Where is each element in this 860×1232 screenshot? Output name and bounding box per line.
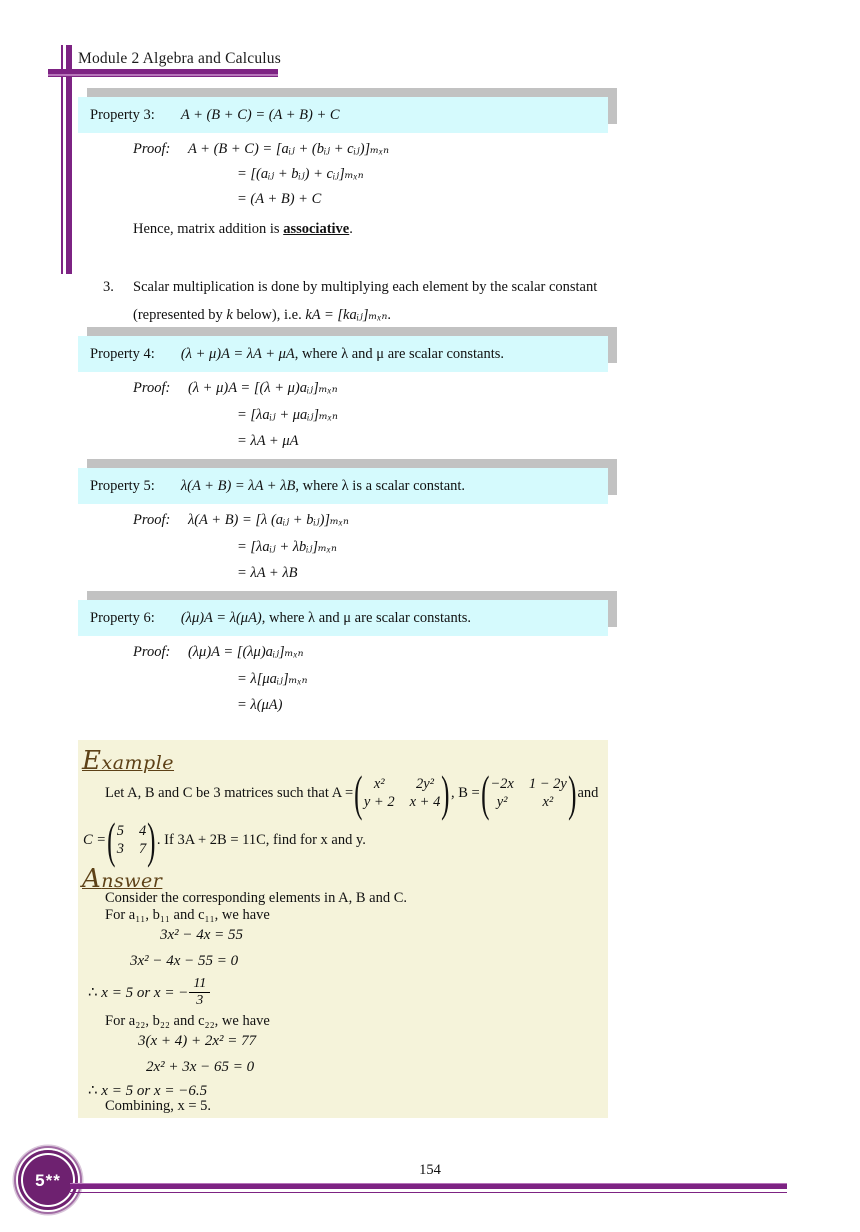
property5-proof-line3: = λA + λB [237, 565, 298, 581]
answer-line: Consider the corresponding elements in A, B and C. [105, 890, 408, 906]
property6-proof-line3: = λ(μA) [237, 697, 283, 713]
conclusion-text: Hence, matrix addition is [133, 221, 284, 237]
property4-statement-math: (λ + μ)A = λA + μA [180, 345, 295, 362]
equation: (λ + μ)A = [(λ + μ)aᵢⱼ]ₘₓₙ [187, 380, 338, 396]
left-paren: ( [354, 765, 363, 821]
matrix-B [482, 767, 576, 819]
property4-proof-line3: = λA + μA [237, 433, 299, 449]
property3-conclusion [133, 221, 353, 238]
example-line2-row [83, 814, 366, 866]
property3-proof-line2: = [(aᵢⱼ + bᵢⱼ) + cᵢⱼ]ₘₓₙ [237, 166, 364, 182]
equation: (λμ)A = [(λμ)aᵢⱼ]ₘₓₙ [187, 644, 304, 660]
footer-rule [70, 1183, 787, 1193]
answer-equation: 2x² + 3x − 65 = 0 [146, 1059, 255, 1075]
left-margin-rule-thick [66, 45, 72, 274]
var-k: k [226, 306, 233, 323]
property6-proof-line1 [0, 644, 304, 661]
property5-box [78, 468, 608, 504]
property6-box [78, 600, 608, 636]
proof-label: Proof: [133, 644, 171, 660]
answer-heading: Answer [82, 864, 163, 894]
property4-box [78, 336, 608, 372]
property6-proof-line2: = λ[μaᵢⱼ]ₘₓₙ [237, 671, 308, 687]
list-item-3 [103, 274, 608, 329]
answer-line: For a₂₂, b₂₂ and c₂₂, we have [105, 1013, 270, 1029]
property4-proof-line2: = [λaᵢⱼ + μaᵢⱼ]ₘₓₙ [237, 407, 338, 423]
property5-statement-rest: , where λ is a scalar constant. [295, 477, 466, 494]
property3-proof-line1 [0, 141, 389, 158]
property4-proof-line1 [0, 380, 338, 397]
left-paren: ( [107, 812, 116, 868]
intro-text: Let A, B and C be 3 matrices such that A = [105, 784, 354, 801]
item3-formula: kA = [kaᵢⱼ]ₘₓₙ [305, 306, 388, 323]
fraction [189, 976, 210, 1009]
example-box [78, 740, 608, 1118]
matrix-cell: 4 [139, 822, 147, 839]
conclusion-period: . [349, 221, 353, 237]
matrix-cell: 2y² [415, 775, 434, 792]
answer-line: Combining, x = 5. [105, 1098, 212, 1114]
fraction-denominator: 3 [196, 993, 204, 1009]
equation: A + (B + C) = [aᵢⱼ + (bᵢⱼ + cᵢⱼ)]ₘₓₙ [187, 141, 390, 157]
line2-text: . If 3A + 2B = 11C, find for x and y. [156, 831, 366, 848]
property3-label: Property 3: [90, 106, 155, 123]
matrix-C [108, 814, 155, 866]
answer-equation: 3x² − 4x = 55 [160, 927, 244, 943]
property4-label: Property 4: [90, 345, 155, 362]
page-title: Module 2 Algebra and Calculus [78, 50, 281, 67]
proof-label: Proof: [133, 380, 171, 396]
property6-statement-rest: , where λ and μ are scalar constants. [261, 609, 472, 626]
answer-equation: 3x² − 4x − 55 = 0 [130, 953, 239, 969]
header-rule [48, 69, 278, 77]
property3-statement: A + (B + C) = (A + B) + C [180, 106, 340, 123]
footer-rule-thin [70, 1192, 787, 1194]
right-paren: ) [147, 812, 156, 868]
matrix-cell: x + 4 [409, 793, 441, 810]
answer-solution-2: ∴ x = 5 or x = −6.5 [88, 1083, 208, 1099]
matrix-cell: 3 [116, 840, 124, 857]
list-number: 3. [103, 279, 114, 295]
property3-proof-line3: = (A + B) + C [237, 191, 322, 207]
matrix-cell: y² [496, 793, 508, 810]
level-badge: 5** [18, 1150, 78, 1210]
page-number: 154 [419, 1162, 441, 1178]
matrix-cell: x² [542, 793, 554, 810]
header-rule-thin [48, 76, 278, 78]
property5-proof-line2: = [λaᵢⱼ + λbᵢⱼ]ₘₓₙ [237, 539, 337, 555]
proof-label: Proof: [133, 512, 171, 528]
right-paren: ) [441, 765, 450, 821]
matrix-cell: y + 2 [363, 793, 395, 810]
intro-text: , B = [450, 784, 480, 801]
item3-text-1: Scalar multiplication is done by multiplying each element by the scalar constant (represented by [133, 279, 598, 323]
equation: λ(A + B) = [λ (aᵢⱼ + bᵢⱼ)]ₘₓₙ [187, 512, 349, 528]
left-paren: ( [480, 765, 490, 821]
property3-box [78, 97, 608, 133]
matrix-cell: 5 [116, 822, 124, 839]
example-intro-row [105, 767, 598, 819]
property5-label: Property 5: [90, 477, 155, 494]
solution-text: ∴ x = 5 or x = − [88, 984, 189, 1001]
answer-equation: 3(x + 4) + 2x² = 77 [138, 1033, 257, 1049]
property6-label: Property 6: [90, 609, 155, 626]
item3-text-2: below), i.e. [232, 306, 306, 323]
matrix-A [355, 767, 449, 819]
line2-text: C = [83, 831, 107, 848]
answer-line: For a₁₁, b₁₁ and c₁₁, we have [105, 907, 270, 923]
proof-label: Proof: [133, 141, 171, 157]
matrix-cell: −2x [490, 775, 514, 792]
intro-text: and [577, 784, 599, 801]
property6-statement-math: (λμ)A = λ(μA) [180, 609, 262, 626]
fraction-numerator: 11 [189, 976, 210, 993]
property5-statement-math: λ(A + B) = λA + λB [180, 477, 296, 494]
left-margin-rule-thin [61, 45, 63, 274]
item3-period: . [387, 306, 392, 323]
matrix-cell: x² [373, 775, 385, 792]
property5-proof-line1 [0, 512, 349, 529]
property4-statement-rest: , where λ and μ are scalar constants. [294, 345, 505, 362]
answer-solution-1 [88, 976, 210, 1009]
matrix-cell: 7 [139, 840, 147, 857]
right-paren: ) [568, 765, 577, 821]
matrix-cell: 1 − 2y [528, 775, 567, 792]
example-heading: Example [82, 746, 175, 776]
conclusion-keyword: associative [283, 221, 350, 237]
